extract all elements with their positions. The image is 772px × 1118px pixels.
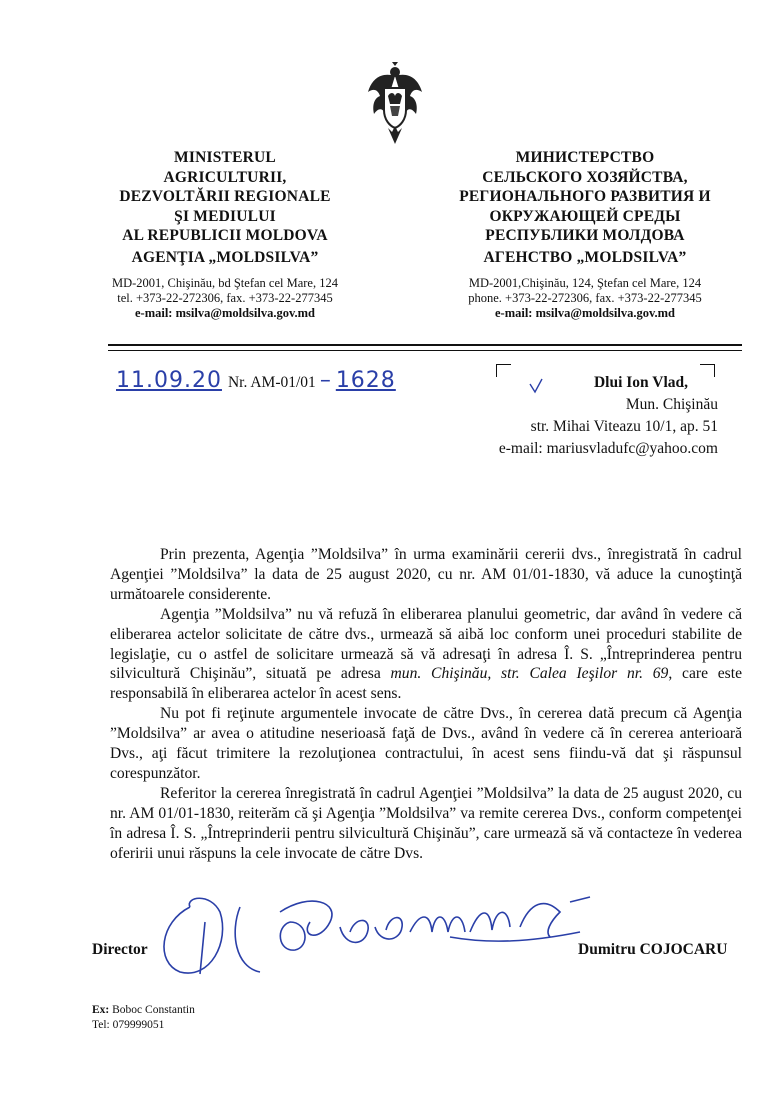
handwritten-registration-number: 1628 <box>335 368 396 393</box>
paragraph-4: Referitor la cererea înregistrată în cadrul Agenţiei ”Moldsilva” la data de 25 august 2020, cu nr. AM 01/01-1830, reiterăm că şi Agenţia ”Moldsilva” va remite cererea Dvs., conform competenţei în adresa Î. S. „Întreprinderii pentru silvicultură Chişinău”, care urmează să vă contacteze în vederea oferirii unui răspuns la cele invocate de către Dvs. <box>110 784 742 862</box>
letter-body <box>110 545 742 864</box>
executor-phone: Tel: 079999051 <box>92 1019 165 1031</box>
left-header-contacts <box>90 276 360 321</box>
recipient-street: str. Mihai Viteazu 10/1, ap. 51 <box>530 418 718 435</box>
right-header-line: СЕЛЬСКОГО ХОЗЯЙСТВА, <box>482 168 688 186</box>
right-header-line: РЕСПУБЛИКИ МОЛДОВА <box>485 227 685 244</box>
left-header-line: MINISTERUL <box>174 149 276 166</box>
right-header-line: ОКРУЖАЮЩЕЙ СРЕДЫ <box>489 207 681 225</box>
registration-line <box>116 368 416 398</box>
handwritten-signature <box>150 882 620 982</box>
paragraph-2-text: Agenţia ”Moldsilva” nu vă refuză în eliberarea planului geometric, dar având în vedere că eliberarea actelor solicitate de către dvs., urmează să aibă loc conform unei proceduri stabilite de legislaţie, cu o astfel de solicitare urmează să vă adresaţi în adresa Î. S. „Întreprinderea pentru silvicultură Chişinău”, situată pe adresa <box>110 605 742 683</box>
registration-number-label: Nr. AM-01/01 <box>227 374 316 391</box>
left-address: MD-2001, Chişinău, bd Ştefan cel Mare, 124 <box>111 276 338 290</box>
paragraph-2-end: , care este responsabilă în eliberarea actelor în acest sens. <box>110 665 742 703</box>
handwritten-number: – <box>319 368 332 393</box>
right-phone: phone. +373-22-272306, fax. +373-22-277345 <box>468 291 702 305</box>
paragraph-2-address: mun. Chişinău, str. Calea Ieşilor nr. 69 <box>390 665 669 683</box>
paragraph-1: Prin prezenta, Agenţia ”Moldsilva” în urma examinării cererii dvs., înregistrată în cadrul Agenţiei ”Moldsilva” la data de 25 august 2020, cu nr. AM 01/01-1830, vă aduce la cunoştinţă următoarele considerente. <box>110 546 742 603</box>
left-header-ministry <box>100 148 350 246</box>
recipient-city: Mun. Chişinău <box>625 396 718 413</box>
right-header-contacts <box>440 276 730 321</box>
left-header-line: AGRICULTURII, <box>163 168 287 186</box>
right-header-line: МИНИСТЕРСТВО <box>515 149 655 166</box>
header-divider <box>108 344 742 346</box>
executor-label: Ex: <box>92 1004 110 1016</box>
executor-info <box>92 1003 195 1033</box>
paragraph-2 <box>110 605 742 705</box>
right-header-agency: АГЕНСТВО „MOLDSILVA” <box>483 249 687 266</box>
paragraph-3: Nu pot fi reţinute argumentele invocate de către Dvs., în cererea dată precum că Agenţia ”Moldsilva” ar avea o atitudine neserioasă faţă de Dvs., având în vedere că în cererea anterioară Dvs., aţi făcut trimitere la rezoluţionea contractului, în acest sens fiindu-vă dat şi răspunsul corespunzător. <box>110 705 742 782</box>
left-header-line: AL REPUBLICII MOLDOVA <box>122 227 328 244</box>
left-phone: tel. +373-22-272306, fax. +373-22-277345 <box>117 291 333 305</box>
signatory-title: Director <box>92 941 148 958</box>
right-email: e-mail: msilva@moldsilva.gov.md <box>494 306 676 320</box>
signatory-name: Dumitru COJOCARU <box>578 941 728 958</box>
executor-name: Boboc Constantin <box>109 1004 195 1016</box>
left-header-agency: AGENŢIA „MOLDSILVA” <box>131 249 319 266</box>
right-header-ministry <box>440 148 730 246</box>
coat-of-arms-emblem <box>364 62 426 146</box>
handwritten-date: 11.09.20 <box>116 368 222 393</box>
left-header-line: ŞI MEDIULUI <box>174 207 276 225</box>
recipient-email: e-mail: mariusvladufc@yahoo.com <box>498 440 718 457</box>
left-email: e-mail: msilva@moldsilva.gov.md <box>134 306 316 320</box>
right-address: MD-2001,Chişinău, 124, Ştefan cel Mare, 124 <box>468 276 702 290</box>
header-divider-thin <box>108 350 742 351</box>
recipient-name: Dlui Ion Vlad, <box>593 374 688 391</box>
left-header-line: DEZVOLTĂRII REGIONALE <box>119 188 331 205</box>
executor-line <box>92 1003 195 1018</box>
right-header-line: РЕГИОНАЛЬНОГО РАЗВИТИЯ И <box>459 188 711 205</box>
recipient-block <box>440 372 718 460</box>
